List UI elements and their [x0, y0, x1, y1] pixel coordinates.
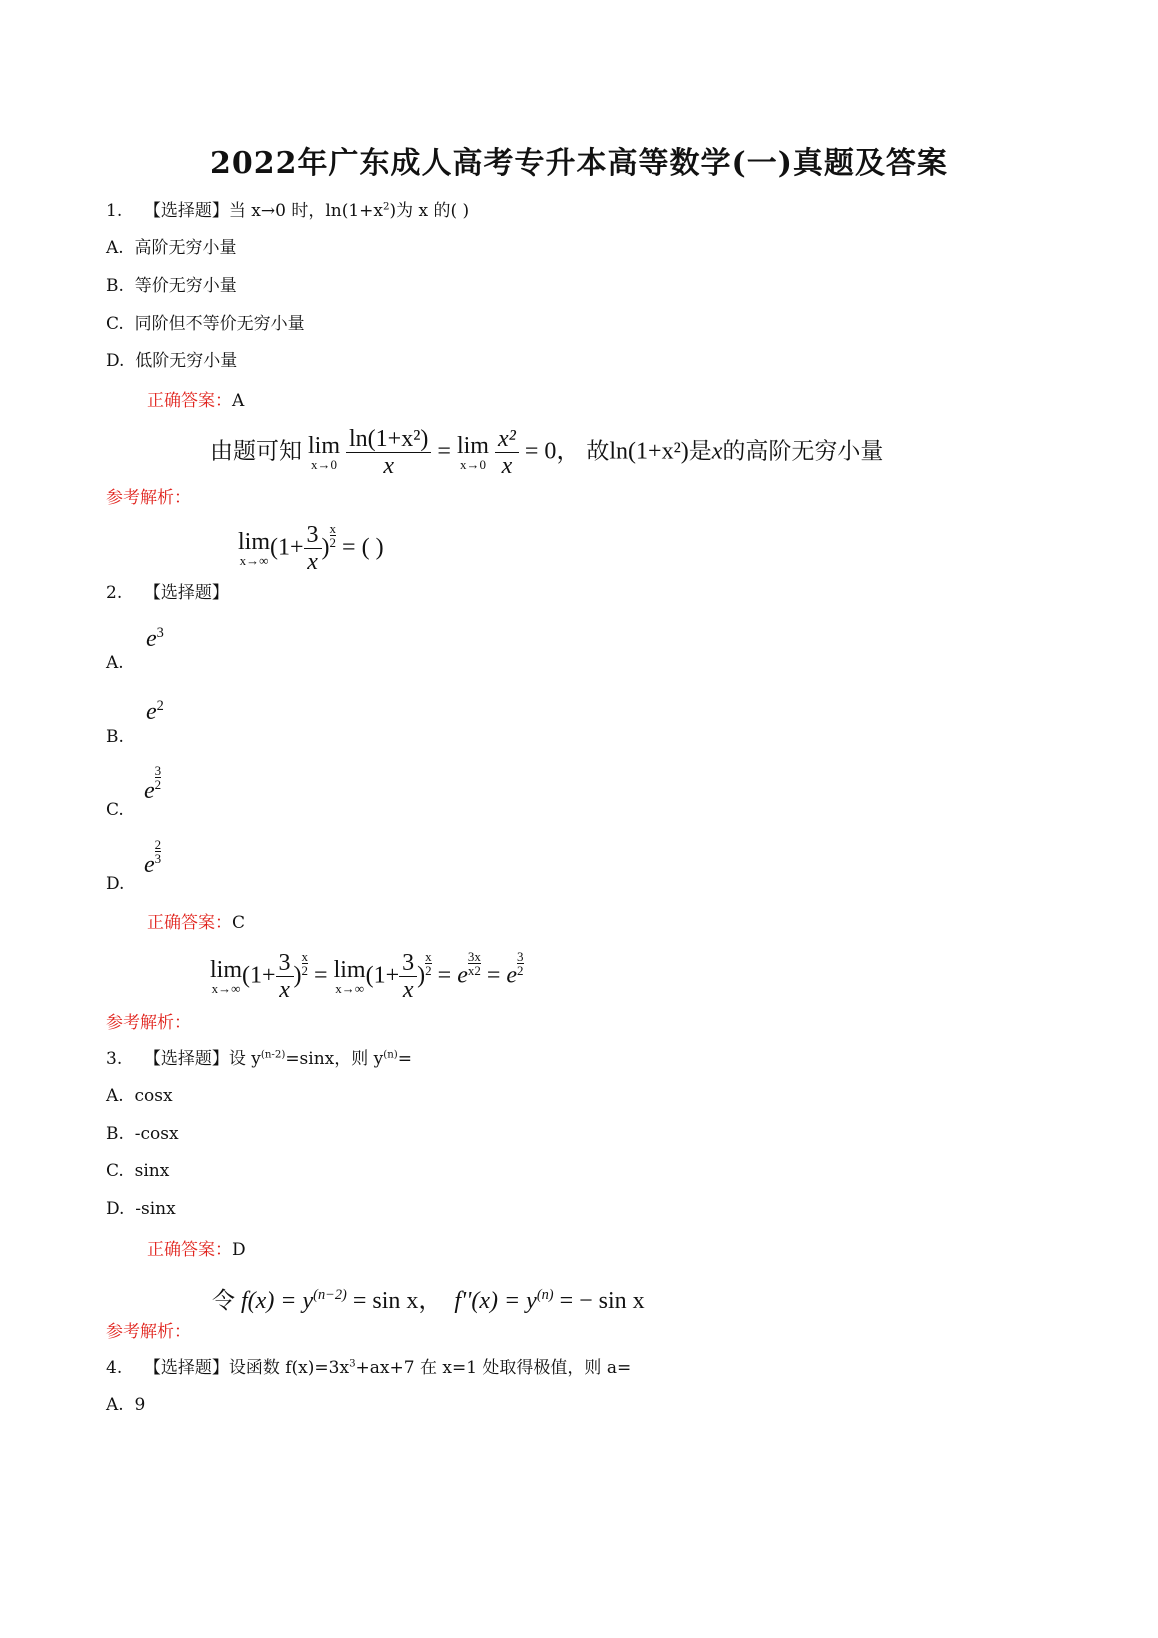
option-a: A. 9 [106, 1395, 146, 1415]
question-number: 3. [106, 1049, 123, 1069]
option-d: D. -sinx [106, 1199, 176, 1219]
option-d: D. [106, 874, 125, 894]
question-number: 4. [106, 1358, 123, 1378]
option-b-formula: $e^2$ [146, 698, 164, 725]
question-2 [106, 578, 229, 603]
option-d: D. 低阶无穷小量 [106, 351, 238, 371]
question-tag: 【选择题】 [143, 201, 229, 221]
option-a: A. 高阶无穷小量 [106, 238, 237, 258]
analysis-label: 参考解析： [106, 488, 191, 508]
option-a: A. cosx [106, 1086, 173, 1106]
question-stem: 当 x→0 时，ln(1+x [228, 201, 383, 221]
question-tag: 【选择题】 [143, 1049, 229, 1069]
analysis-label: 参考解析： [106, 1013, 191, 1033]
option-b: B. -cosx [106, 1124, 179, 1144]
option-c-formula: e $\frac{3}{2}$ [144, 763, 162, 804]
option-a-formula: $e^3$ [146, 625, 164, 652]
option-c: C. sinx [106, 1161, 170, 1181]
question-3: 3. 【选择题】设 $y^{(n-2)}=\sin x$，则 $y^{(n)}=$ [106, 1049, 413, 1069]
option-b: B. [106, 727, 124, 747]
option-b: B. 等价无穷小量 [106, 276, 237, 296]
option-d-formula: e $\frac{2}{3}$ [144, 837, 162, 878]
analysis-formula: lim x→∞ (1+ $\frac{3}{x}$ ) $\frac{x}{2}$ = lim x→∞ (1+ $\frac{3}{x}$ ) $\frac{x}{2}$ = e $\frac{3}{x}$ $\frac{x}{2}$ = e $\frac{3}{2}$ [210, 949, 524, 1004]
correct-answer: 正确答案：A [147, 391, 245, 411]
question-number: 1. [106, 201, 123, 221]
question-4: 4. 【选择题】设函数 $f(x)=3x^3+ax+7$ 在 x=1 处取得极值，则 a= [106, 1358, 632, 1378]
question-tag: 【选择题】 [143, 583, 229, 603]
question-2-formula: lim x→∞ (1+ $\frac{3}{x}$ ) $\frac{x}{2}$ = ( ) [238, 521, 384, 576]
question-1: 1. 【选择题】当 x→0 时，$\ln(1+x^2)$为 x 的( ) [106, 201, 470, 221]
question-number: 2. [106, 583, 123, 603]
analysis-formula: 令 $f(x) = y^{(n-2)} = \sin x$， $f''(x) = y^{(n)}$ = − sin x [212, 1287, 645, 1314]
analysis-formula: 由题可知 lim x→0 $\frac{\text{ln(1+x²)}}{x}$ = lim x→0 $\frac{\text{x²}}{x}$ = 0， 故ln(1+x²)是x的高阶无穷小量 [210, 426, 884, 480]
option-c: C. 同阶但不等价无穷小量 [106, 314, 305, 334]
page-title: 2022年广东成人高考专升本高等数学(一)真题及答案 [210, 146, 948, 181]
correct-answer: 正确答案：C [147, 913, 246, 933]
option-c: C. [106, 800, 124, 820]
option-a: A. [106, 653, 124, 673]
question-tag: 【选择题】 [143, 1358, 229, 1378]
analysis-label: 参考解析： [106, 1322, 191, 1342]
correct-answer: 正确答案：D [147, 1240, 246, 1260]
